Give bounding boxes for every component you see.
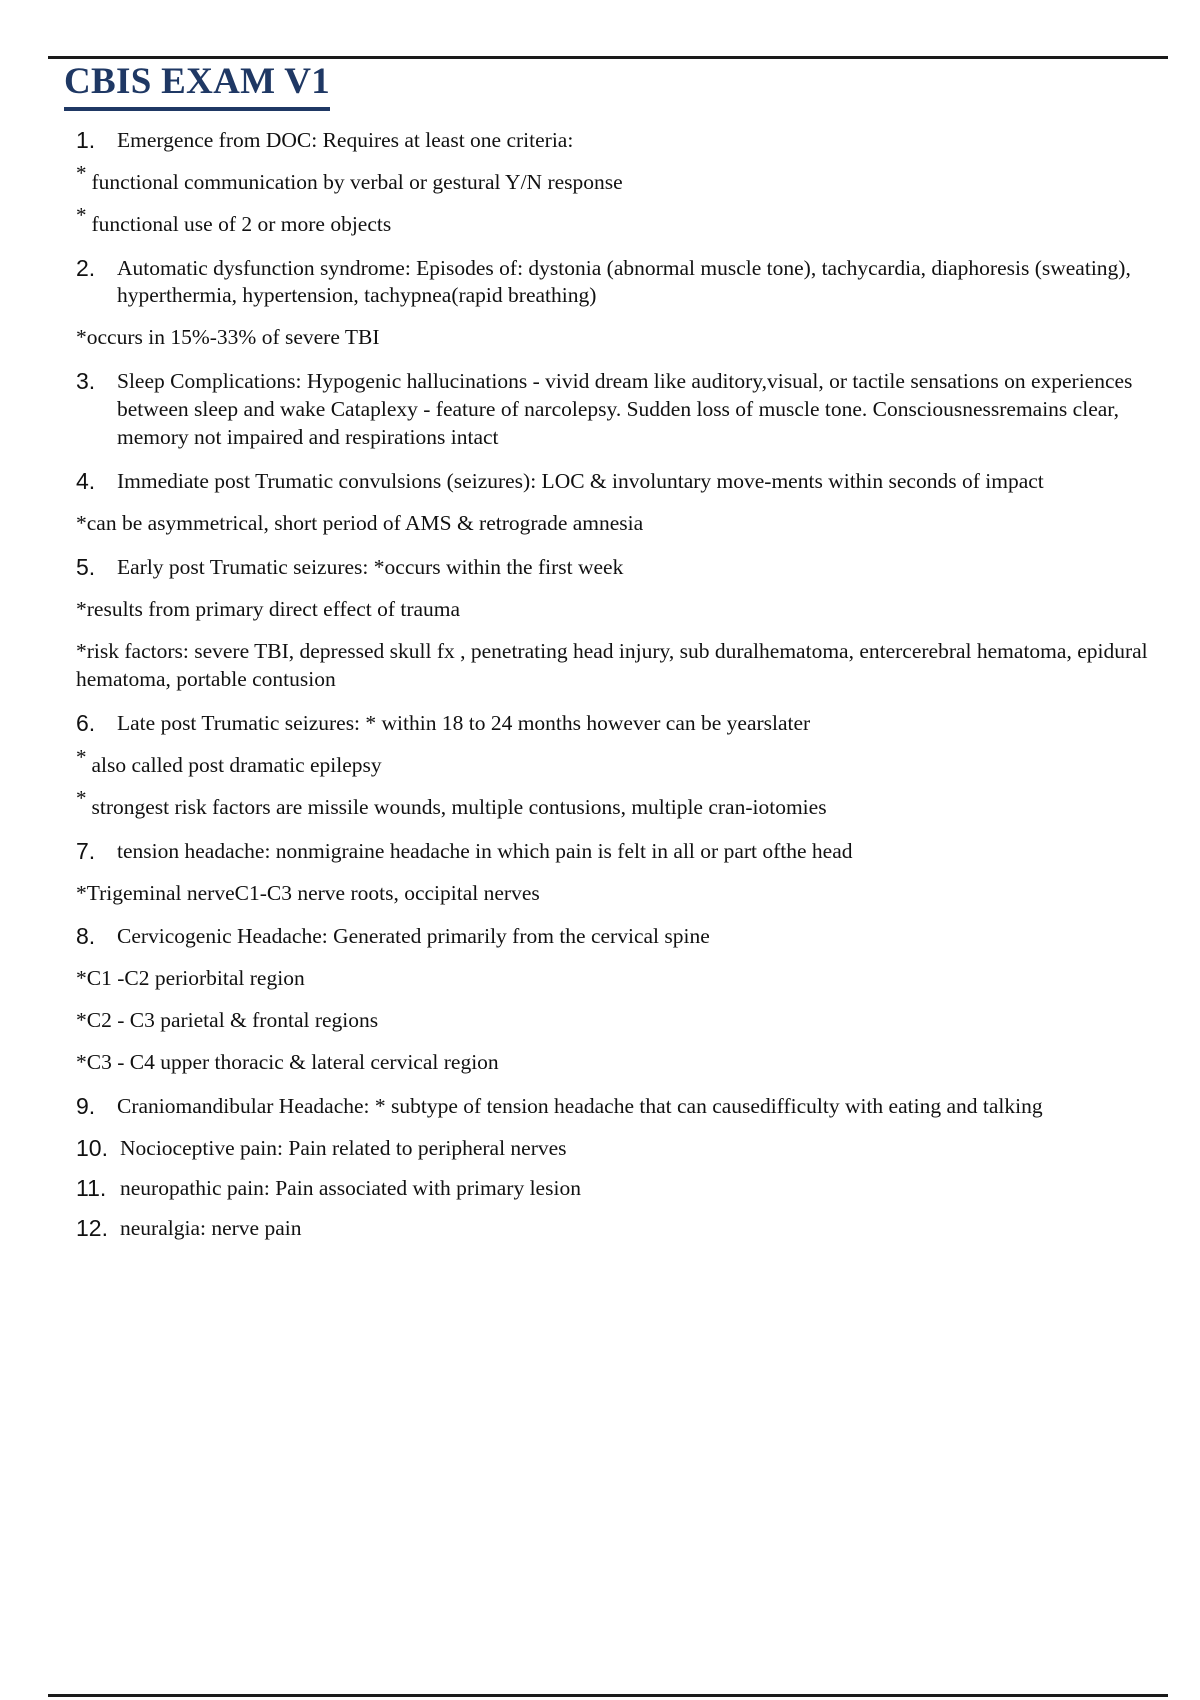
page-top-rule bbox=[48, 56, 1168, 59]
list-item bbox=[76, 554, 1168, 582]
asterisk-bullet-icon: * bbox=[76, 786, 87, 811]
list-item-text: neuropathic pain: Pain associated with primary lesion bbox=[120, 1176, 581, 1201]
bullet-item bbox=[76, 744, 1168, 780]
note-line: *occurs in 15%-33% of severe TBI bbox=[76, 325, 380, 350]
list-item-text: Immediate post Trumatic convulsions (seizures): LOC & involuntary move-ments within seconds of impact bbox=[117, 469, 1044, 494]
list-item-number: 3. bbox=[76, 368, 96, 395]
note-line: *C3 - C4 upper thoracic & lateral cervical region bbox=[76, 1050, 499, 1075]
list-item bbox=[76, 255, 1168, 311]
bullet-item bbox=[76, 161, 1168, 197]
list-item-number: 10. bbox=[76, 1135, 108, 1162]
list-item bbox=[76, 710, 1168, 738]
list-item-number: 5. bbox=[76, 554, 96, 580]
list-item bbox=[76, 1093, 1168, 1121]
note-line: *risk factors: severe TBI, depressed skull fx , penetrating head injury, sub duralhematoma, entercerebral hematoma, epidural hematoma, portable contusion bbox=[76, 638, 1148, 691]
note-line: *C2 - C3 parietal & frontal regions bbox=[76, 1008, 379, 1033]
list-item bbox=[76, 838, 1168, 866]
notes-list bbox=[48, 127, 1168, 1243]
bullet-item-text: strongest risk factors are missile wounds, multiple contusions, multiple cran-iotomies bbox=[91, 794, 827, 819]
list-item-text: Late post Trumatic seizures: * within 18 to 24 months however can be yearslater bbox=[117, 710, 811, 735]
list-item-number: 12. bbox=[76, 1215, 108, 1241]
list-item bbox=[76, 1215, 1168, 1243]
list-item-text: Sleep Complications: Hypogenic hallucinations - vivid dream like auditory,visual, or tactile sensations on experiences between sleep and wake Cataplexy - feature of narcolepsy. Sudden loss of muscle tone. Consciousnessremains clear, memory not impaired and respirations intact bbox=[117, 369, 1133, 450]
list-item-number: 7. bbox=[76, 837, 96, 864]
list-item-text: Cervicogenic Headache: Generated primarily from the cervical spine bbox=[117, 924, 710, 949]
asterisk-bullet-icon: * bbox=[76, 161, 87, 186]
bullet-item-text: functional use of 2 or more objects bbox=[91, 211, 392, 236]
list-item-number: 9. bbox=[76, 1093, 96, 1120]
list-item bbox=[76, 1175, 1168, 1203]
list-item bbox=[76, 127, 1168, 155]
list-item-text: Craniomandibular Headache: * subtype of tension headache that can causedifficulty with eating and talking bbox=[117, 1094, 1043, 1119]
list-item-text: Emergence from DOC: Requires at least one criteria: bbox=[117, 127, 574, 152]
list-item-text: neuralgia: nerve pain bbox=[120, 1216, 302, 1240]
note-line: *results from primary direct effect of trauma bbox=[76, 596, 461, 621]
asterisk-bullet-icon: * bbox=[76, 744, 87, 769]
list-item-number: 11. bbox=[76, 1175, 107, 1202]
note-line: *C1 -C2 periorbital region bbox=[76, 966, 305, 991]
bullet-item-text: also called post dramatic epilepsy bbox=[91, 752, 382, 777]
list-item-number: 8. bbox=[76, 923, 96, 950]
list-item-text: Early post Trumatic seizures: *occurs within the first week bbox=[117, 555, 624, 579]
asterisk-bullet-icon: * bbox=[76, 203, 87, 228]
list-item-number: 1. bbox=[76, 126, 96, 153]
list-item-text: Nocioceptive pain: Pain related to peripheral nerves bbox=[120, 1136, 567, 1161]
list-item-number: 4. bbox=[76, 468, 96, 495]
note-line: *can be asymmetrical, short period of AMS & retrograde amnesia bbox=[76, 511, 644, 536]
list-item-text: tension headache: nonmigraine headache in which pain is felt in all or part ofthe head bbox=[117, 838, 853, 863]
bullet-item-text: functional communication by verbal or gestural Y/N response bbox=[91, 169, 623, 194]
page-title: CBIS EXAM V1 bbox=[64, 62, 330, 111]
bullet-item bbox=[76, 203, 1168, 239]
bullet-item bbox=[76, 786, 1168, 822]
list-item bbox=[76, 468, 1168, 496]
page-bottom-rule bbox=[48, 1694, 1168, 1697]
list-item-number: 2. bbox=[76, 254, 96, 281]
document-content bbox=[48, 62, 1168, 1255]
list-item-text: Automatic dysfunction syndrome: Episodes of: dystonia (abnormal muscle tone), tachycardia, diaphoresis (sweating), hyperthermia, hypertension, tachypnea(rapid breathing) bbox=[117, 255, 1131, 308]
list-item bbox=[76, 1135, 1168, 1163]
list-item bbox=[76, 923, 1168, 951]
list-item-number: 6. bbox=[76, 709, 96, 736]
list-item bbox=[76, 368, 1168, 452]
note-line: *Trigeminal nerveC1-C3 nerve roots, occipital nerves bbox=[76, 880, 540, 905]
